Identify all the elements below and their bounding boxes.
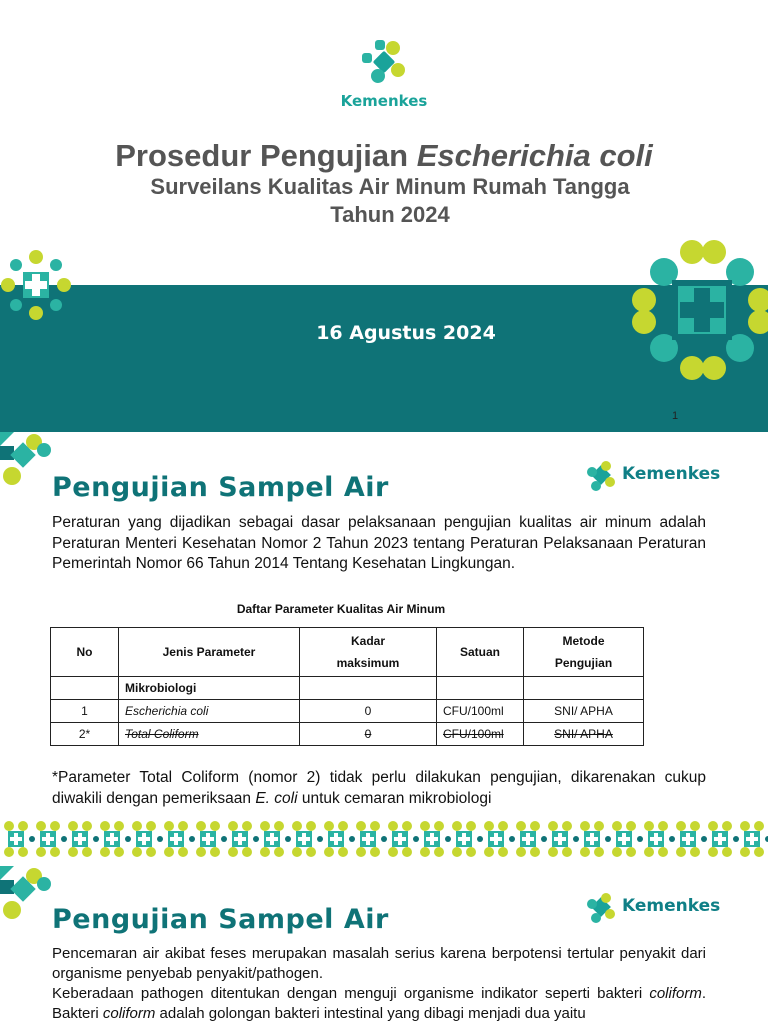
pattern-motif [548, 821, 579, 857]
pattern-motif [452, 821, 483, 857]
row-satuan: CFU/100ml [437, 723, 524, 746]
ornament-right-icon [632, 238, 768, 382]
slide-title: Pengujian Sampel Air [52, 472, 389, 503]
header-kadar-line1: Kadar [350, 634, 385, 648]
corner-ornament-icon [0, 866, 56, 922]
row-jenis: Total Coliform [119, 723, 300, 746]
row-no: 1 [51, 700, 119, 723]
row-kadar: 0 [300, 723, 437, 746]
pattern-motif [708, 821, 739, 857]
pattern-motif [260, 821, 291, 857]
pattern-motif [4, 821, 35, 857]
table-header-row [51, 628, 644, 677]
pattern-motif [132, 821, 163, 857]
title-plain: Prosedur Pengujian [115, 138, 417, 173]
corner-ornament-icon [0, 432, 56, 488]
pattern-motif [36, 821, 67, 857]
pattern-motif [164, 821, 195, 857]
pathogen-text: Keberadaan pathogen ditentukan dengan menguji organisme indikator seperti bakteri [52, 985, 650, 1002]
pathogen-paragraph [52, 984, 706, 1023]
table-cell [437, 677, 524, 700]
row-metode: SNI/ APHA [524, 700, 644, 723]
pattern-motif [228, 821, 259, 857]
pattern-strip [0, 812, 768, 866]
kemenkes-brand [586, 460, 726, 492]
subtitle-line1: Surveilans Kualitas Air Minum Rumah Tangga [150, 174, 630, 199]
parameter-table [50, 627, 644, 746]
coliform-italic: coliform [102, 1004, 156, 1022]
pattern-strip-icon [0, 812, 768, 866]
logo-wordmark: Kemenkes [340, 92, 428, 110]
row-satuan: CFU/100ml [437, 700, 524, 723]
table-row [51, 700, 644, 723]
kemenkes-logo-icon [586, 460, 618, 492]
pattern-motif [356, 821, 387, 857]
pattern-motif [676, 821, 707, 857]
table-cell [524, 677, 644, 700]
brand-wordmark: Kemenkes [622, 464, 721, 484]
regulation-paragraph: Peraturan yang dijadikan sebagai dasar pelaksanaan pengujian kualitas air minum adalah Peraturan Menteri Kesehatan Nomor 2 Tahun 2023 tentang Peraturan Pelaksanaan Peraturan Pemerintah Nomor 66 Tahun 2014 Tentang Kesehatan Lingkungan. [52, 514, 706, 572]
header-metode-line1: Metode [562, 634, 605, 648]
pattern-motif [484, 821, 515, 857]
row-kadar: 0 [300, 700, 437, 723]
kemenkes-logo-icon [586, 892, 618, 924]
ornament-left-icon [0, 248, 72, 322]
pattern-motif [292, 821, 323, 857]
pattern-motif [516, 821, 547, 857]
pattern-motif [324, 821, 355, 857]
title-italic: Escherichia coli [416, 138, 653, 173]
table-row [51, 723, 644, 746]
kemenkes-brand [586, 892, 726, 924]
group-label: Mikrobiologi [119, 677, 300, 700]
pattern-motif [420, 821, 451, 857]
pattern-motif [644, 821, 675, 857]
table-caption: Daftar Parameter Kualitas Air Minum [236, 602, 446, 616]
footnote-text: *Parameter Total Coliform (nomor 2) tidak perlu dilakukan pengujian, dikarenakan cukup diwakili dengan pemeriksaan [52, 769, 706, 807]
page-number: 1 [672, 410, 679, 422]
header-satuan: Satuan [437, 628, 524, 677]
coliform-italic: coliform [649, 985, 702, 1002]
brand-wordmark: Kemenkes [622, 896, 721, 916]
pattern-motif [196, 821, 227, 857]
header-metode [524, 628, 644, 677]
pattern-motif [388, 821, 419, 857]
header-no: No [51, 628, 119, 677]
header-kadar [300, 628, 437, 677]
footnote-italic: E. coli [255, 789, 298, 807]
pattern-motif [740, 821, 768, 857]
header-metode-line2: Pengujian [554, 656, 613, 670]
row-no: 2* [51, 723, 119, 746]
header-jenis: Jenis Parameter [119, 628, 300, 677]
title-slide [0, 0, 768, 432]
pattern-motif [100, 821, 131, 857]
slide-title: Pengujian Sampel Air [52, 904, 389, 935]
slide-2 [0, 432, 768, 812]
pollution-paragraph: Pencemaran air akibat feses merupakan masalah serius karena berpotensi tertular penyakit dari organisme penyebab penyakit/pathogen. [52, 945, 706, 982]
pattern-motif [612, 821, 643, 857]
table-group-row [51, 677, 644, 700]
pattern-motif [68, 821, 99, 857]
footnote-text-end: untuk cemaran mikrobiologi [297, 789, 492, 807]
table-cell [300, 677, 437, 700]
slide-title [0, 138, 768, 174]
kemenkes-logo [334, 38, 434, 110]
row-jenis: Escherichia coli [119, 700, 300, 723]
kemenkes-logo-icon [334, 38, 434, 94]
table-cell [51, 677, 119, 700]
pattern-motif [580, 821, 611, 857]
subtitle-line2: Tahun 2024 [330, 202, 450, 227]
pathogen-text-end: adalah golongan bakteri intestinal yang dibagi menjadi dua yaitu [155, 1004, 586, 1022]
pathogen-text-mid: . Bakteri [52, 985, 706, 1022]
header-kadar-line2: maksimum [336, 656, 400, 670]
footnote [52, 768, 706, 809]
presentation-date: 16 Agustus 2024 [316, 322, 496, 344]
row-metode: SNI/ APHA [524, 723, 644, 746]
